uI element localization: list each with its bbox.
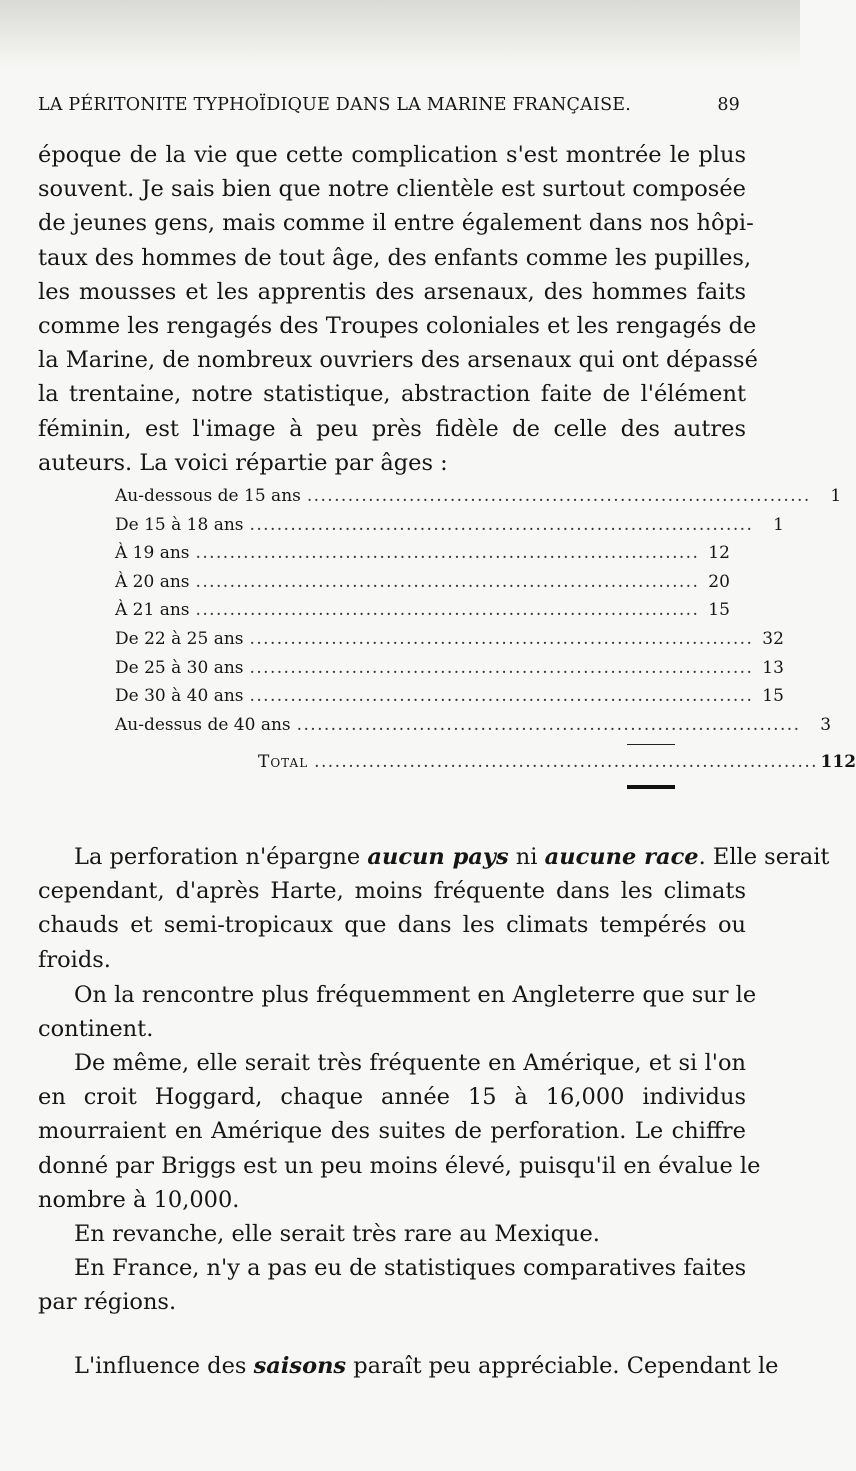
age-label: Au-dessus de 40 ans: [115, 714, 291, 735]
text-line: la Marine, de nombreux ouvriers des arsenaux qui ont dépassé: [38, 347, 758, 374]
case-count: 12: [708, 543, 730, 564]
mexique-paragraph: [38, 1217, 746, 1251]
total-value: 112: [820, 752, 856, 772]
text-line: auteurs. La voici répartie par âges :: [38, 449, 448, 476]
leader-dots: [196, 572, 696, 592]
france-paragraph: [38, 1251, 746, 1319]
text-line: de jeunes gens, mais comme il entre également dans nos hôpi-: [38, 210, 754, 237]
total-label: Total: [258, 752, 309, 772]
table-row: [115, 628, 784, 658]
sum-rule: [627, 744, 675, 745]
text-line: souvent. Je sais bien que notre clientèle est surtout composée: [38, 176, 746, 203]
angleterre-paragraph: [38, 978, 757, 1046]
text-line: taux des hommes de tout âge, des enfants comme les pupilles,: [38, 244, 752, 271]
age-label: Au-dessous de 15 ans: [115, 486, 301, 506]
leader-dots: [250, 658, 750, 678]
case-count: 20: [708, 571, 730, 592]
text-line: On la rencontre plus fréquemment en Angleterre que sur le: [74, 982, 757, 1008]
age-distribution-table: [115, 486, 842, 743]
leader-dots: [250, 515, 750, 535]
table-row: [115, 486, 842, 515]
scan-edge-shade: [0, 0, 800, 70]
case-count: 3: [820, 714, 832, 735]
age-label: À 21 ans: [115, 600, 190, 621]
saisons-paragraph: [38, 1349, 779, 1383]
emphasis-aucune-race: aucune race: [544, 844, 699, 870]
table-row: [115, 514, 784, 544]
text-line: par régions.: [38, 1289, 177, 1316]
leader-dots: [196, 600, 696, 620]
text-line: comme les rengagés des Troupes coloniales et les rengagés de: [38, 313, 757, 340]
text-line: mourraient en Amérique des suites de perforation. Le chiffre: [38, 1118, 746, 1145]
text-line: les mousses et les apprentis des arsenaux, des hommes faits: [38, 278, 746, 305]
age-label: De 15 à 18 ans: [115, 514, 244, 535]
case-count: 15: [708, 600, 730, 621]
text-line: continent.: [38, 1016, 154, 1043]
page-number: 89: [717, 95, 740, 115]
case-count: 1: [830, 486, 842, 506]
text-line: En revanche, elle serait très rare au Mexique.: [74, 1221, 600, 1247]
age-label: À 20 ans: [115, 571, 190, 592]
case-count: 32: [762, 628, 784, 649]
text-line: cependant, d'après Harte, moins fréquente dans les climats: [38, 878, 746, 905]
table-row: [115, 543, 730, 572]
age-label: De 25 à 30 ans: [115, 657, 244, 678]
leader-dots: [250, 686, 750, 706]
text-line: époque de la vie que cette complication s'est montrée le plus: [38, 142, 746, 168]
text-run: . Elle serait: [698, 844, 830, 870]
case-count: 15: [762, 686, 784, 707]
table-row-total: [258, 752, 856, 781]
text-line: la trentaine, notre statistique, abstraction faite de l'élément: [38, 381, 746, 408]
text-run: ni: [508, 844, 545, 870]
table-row: [115, 686, 784, 715]
text-line: donné par Briggs est un peu moins élevé, puisqu'il en évalue le: [38, 1152, 761, 1179]
case-count: 13: [762, 657, 784, 678]
table-row: [115, 600, 730, 629]
text-line: [38, 1349, 779, 1383]
leader-dots: [196, 543, 696, 563]
text-run: L'influence des: [74, 1353, 254, 1379]
age-label: De 30 à 40 ans: [115, 686, 244, 707]
emphasis-aucun-pays: aucun pays: [367, 844, 509, 870]
leader-dots: [250, 629, 750, 649]
text-line: féminin, est l'image à peu près fidèle de celle des autres: [38, 415, 746, 442]
leader-dots: [297, 715, 797, 735]
running-header: [38, 95, 740, 115]
text-line: En France, n'y a pas eu de statistiques comparatives faites: [74, 1255, 747, 1281]
total-row: [258, 752, 856, 781]
text-line: De même, elle serait très fréquente en Amérique, et si l'on: [74, 1050, 746, 1076]
perforation-paragraph: [38, 840, 830, 977]
age-label: À 19 ans: [115, 543, 190, 564]
text-run: paraît peu appréciable. Cependant le: [346, 1353, 779, 1379]
text-run: La perforation n'épargne: [74, 844, 368, 870]
leader-dots: [307, 486, 807, 506]
intro-paragraph: [38, 138, 758, 480]
emphasis-saisons: saisons: [253, 1353, 347, 1379]
leader-dots: [314, 752, 814, 772]
table-row: [115, 657, 784, 687]
text-line: en croit Hoggard, chaque année 15 à 16,000 individus: [38, 1084, 746, 1111]
amerique-paragraph: [38, 1046, 761, 1217]
text-line: chauds et semi-tropicaux que dans les climats tempérés ou: [38, 912, 746, 939]
age-label: De 22 à 25 ans: [115, 628, 244, 649]
text-line: nombre à 10,000.: [38, 1186, 240, 1213]
case-count: 1: [773, 514, 784, 535]
total-double-rule: [627, 785, 675, 789]
table-row: [115, 571, 730, 601]
header-title: LA PÉRITONITE TYPHOÏDIQUE DANS LA MARINE FRANÇAISE.: [38, 95, 631, 115]
text-line: [38, 840, 830, 874]
text-line: froids.: [38, 946, 111, 973]
table-row: [115, 714, 832, 744]
